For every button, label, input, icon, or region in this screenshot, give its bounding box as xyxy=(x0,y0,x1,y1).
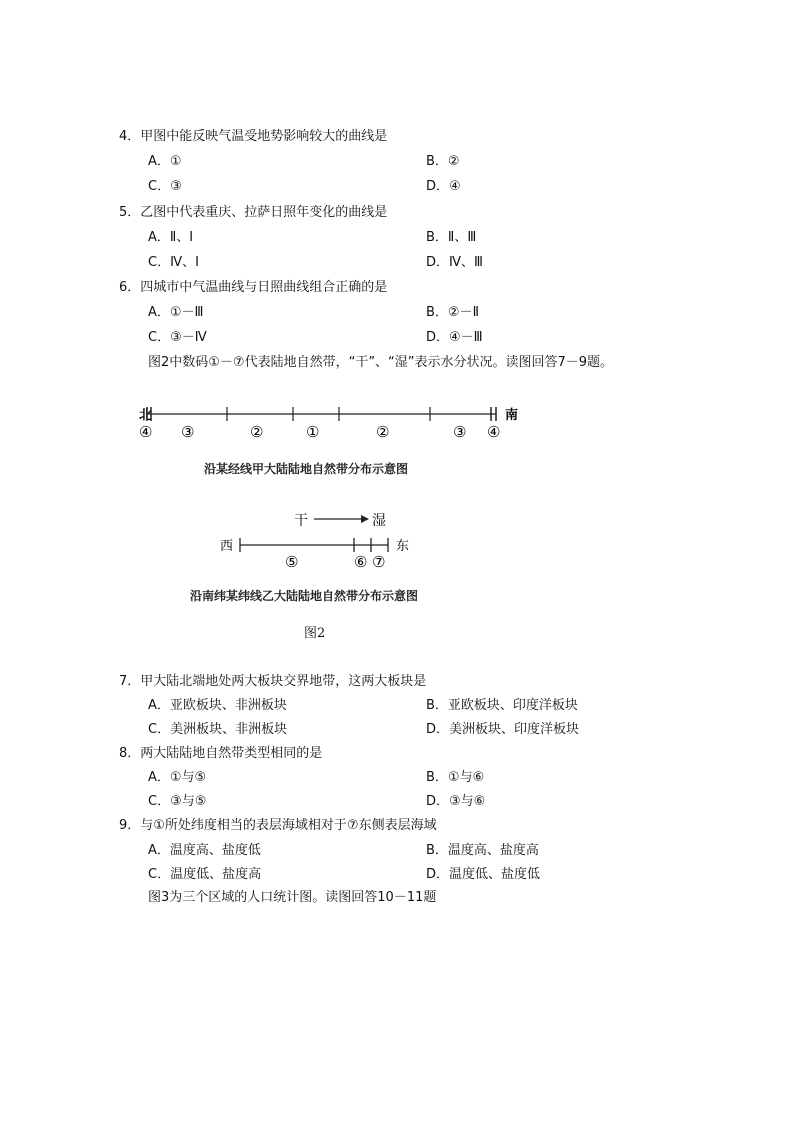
figure-meridian-diagram xyxy=(139,400,519,440)
q4-option-a[interactable]: A．① xyxy=(148,154,182,169)
arrow-head-icon xyxy=(361,515,369,523)
figure-meridian-caption: 沿某经线甲大陆陆地自然带分布示意图 xyxy=(204,462,409,476)
q5-option-c[interactable]: C．Ⅳ、Ⅰ xyxy=(148,255,199,270)
q8-option-a[interactable]: A．①与⑤ xyxy=(148,770,207,785)
q8-option-d[interactable]: D．③与⑥ xyxy=(426,794,486,809)
q4-option-b[interactable]: B．② xyxy=(426,154,460,169)
zone-label: ① xyxy=(306,423,320,440)
zone-label: ③ xyxy=(453,423,467,440)
question-8-stem: 8．两大陆陆地自然带类型相同的是 xyxy=(119,746,323,761)
q8-option-c[interactable]: C．③与⑤ xyxy=(148,794,207,809)
figure-latitude-diagram xyxy=(216,505,426,570)
q6-option-b[interactable]: B．②－Ⅱ xyxy=(426,305,479,320)
q7-option-a[interactable]: A．亚欧板块、非洲板块 xyxy=(148,698,287,713)
west-label: 西 xyxy=(220,539,234,554)
figure-number: 图2 xyxy=(304,626,326,641)
q5-option-d[interactable]: D．Ⅳ、Ⅲ xyxy=(426,255,483,270)
question-7-stem: 7．甲大陆北端地处两大板块交界地带，这两大板块是 xyxy=(119,674,427,689)
q7-option-c[interactable]: C．美洲板块、非洲板块 xyxy=(148,722,288,737)
zone-label: ④ xyxy=(487,423,501,440)
dry-label: 干 xyxy=(294,513,308,529)
question-5-stem: 5．乙图中代表重庆、拉萨日照年变化的曲线是 xyxy=(119,205,388,220)
zone-label: ② xyxy=(250,423,264,440)
zone-label: ③ xyxy=(181,423,195,440)
zone-label: ④ xyxy=(139,423,153,440)
zone-label: ⑤ xyxy=(285,553,299,570)
figure2-intro: 图2中数码①－⑦代表陆地自然带，“干”、“湿”表示水分状况。读图回答7－9题。 xyxy=(148,355,614,370)
question-6-stem: 6．四城市中气温曲线与日照曲线组合正确的是 xyxy=(119,280,388,295)
wet-label: 湿 xyxy=(372,513,386,529)
east-label: 东 xyxy=(396,539,410,554)
figure3-intro: 图3为三个区域的人口统计图。读图回答10－11题 xyxy=(148,890,437,905)
q7-option-b[interactable]: B．亚欧板块、印度洋板块 xyxy=(426,698,578,713)
q5-option-b[interactable]: B．Ⅱ、Ⅲ xyxy=(426,230,477,245)
q9-option-b[interactable]: B．温度高、盐度高 xyxy=(426,843,539,858)
zone-label: ② xyxy=(376,423,390,440)
q9-option-c[interactable]: C．温度低、盐度高 xyxy=(148,867,262,882)
q7-option-d[interactable]: D．美洲板块、印度洋板块 xyxy=(426,722,580,737)
q9-option-a[interactable]: A．温度高、盐度低 xyxy=(148,843,261,858)
q4-option-c[interactable]: C．③ xyxy=(148,179,182,194)
q4-option-d[interactable]: D．④ xyxy=(426,179,461,194)
zone-label: ⑦ xyxy=(372,553,386,570)
q5-option-a[interactable]: A．Ⅱ、Ⅰ xyxy=(148,230,194,245)
question-9-stem: 9．与①所处纬度相当的表层海域相对于⑦东侧表层海域 xyxy=(119,818,437,833)
q8-option-b[interactable]: B．①与⑥ xyxy=(426,770,485,785)
q6-option-c[interactable]: C．③－Ⅳ xyxy=(148,330,207,345)
south-label: 南 xyxy=(505,408,519,423)
figure-latitude-caption: 沿南纬某纬线乙大陆陆地自然带分布示意图 xyxy=(190,589,419,603)
q6-option-d[interactable]: D．④－Ⅲ xyxy=(426,330,483,345)
zone-label: ⑥ xyxy=(354,553,368,570)
question-4-stem: 4．甲图中能反映气温受地势影响较大的曲线是 xyxy=(119,129,388,144)
q6-option-a[interactable]: A．①－Ⅲ xyxy=(148,305,204,320)
north-label: 北 xyxy=(139,408,153,423)
q9-option-d[interactable]: D．温度低、盐度低 xyxy=(426,867,541,882)
